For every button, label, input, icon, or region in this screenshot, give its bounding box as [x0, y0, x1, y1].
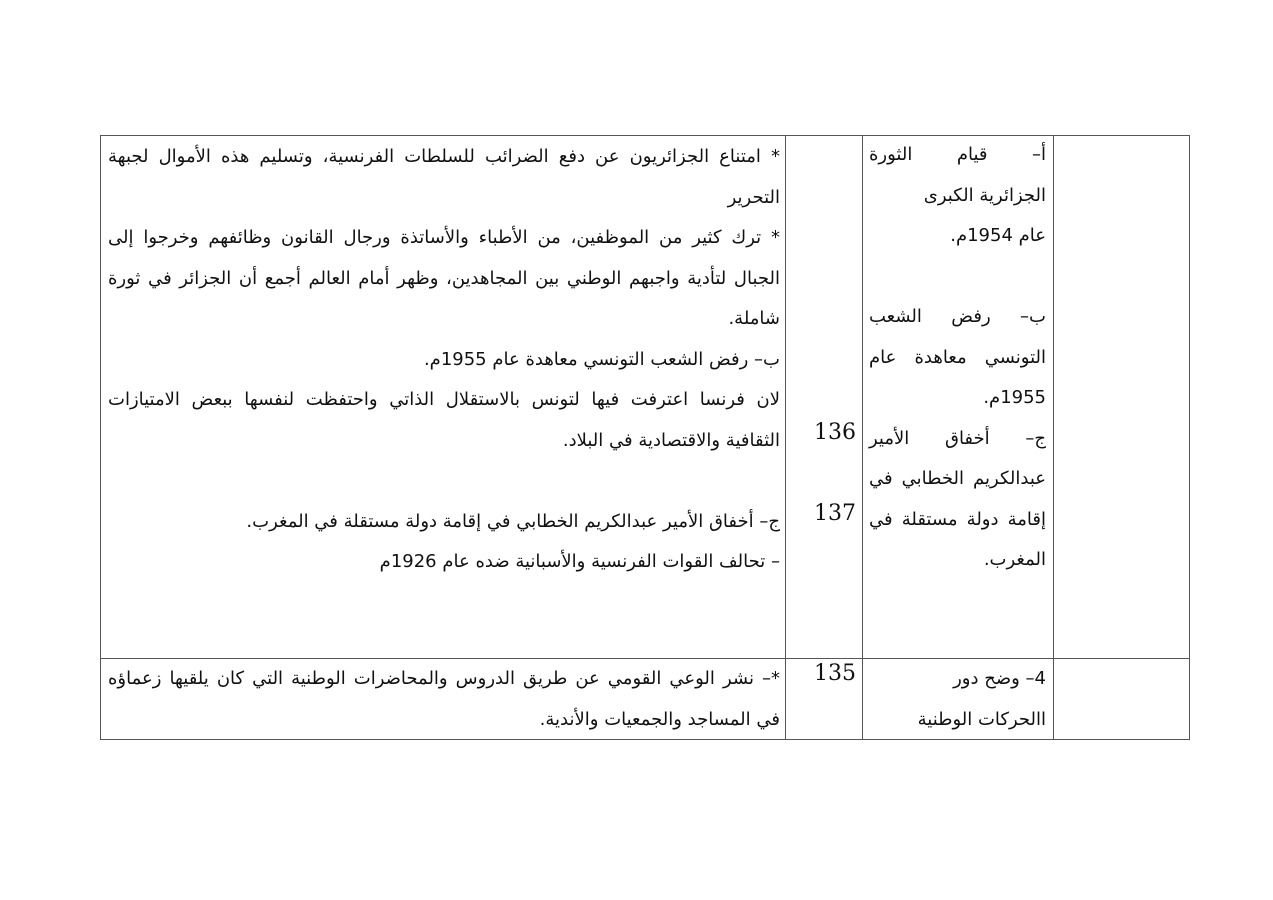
answer-line: [108, 461, 780, 502]
question-line: 1955م.: [983, 387, 1046, 408]
question-line: أ– قيام الثورة: [869, 144, 1046, 165]
answer-line: لان فرنسا اعترفت فيها لتونس بالاستقلال الذاتي واحتفظت لنفسها ببعض الامتيازات: [108, 389, 780, 410]
question-a: [869, 135, 1046, 257]
answer-line: في المساجد والجمعيات والأندية.: [539, 708, 780, 730]
answer-line: *– نشر الوعي القومي عن طريق الدروس والمحاضرات الوطنية التي كان يلقيها زعماؤه: [108, 668, 780, 689]
question-line: المغرب.: [983, 549, 1046, 570]
question-cell: [869, 659, 1046, 740]
answer-line: ج– أخفاق الأمير عبدالكريم الخطابي في إقامة دولة مستقلة في المغرب.: [246, 510, 780, 532]
answer-line: الجبال لتأدية واجبهم الوطني بين المجاهدين، وظهر أمام العالم أجمع أن الجزائر في ثورة: [108, 267, 780, 289]
column-divider: [1053, 135, 1054, 740]
answer-line: الثقافية والاقتصادية في البلاد.: [562, 429, 780, 451]
question-line: 4– وضح دور: [953, 668, 1046, 689]
answer-line: * امتناع الجزائريون عن دفع الضرائب للسلطات الفرنسية، وتسليم هذه الأموال لجبهة: [108, 146, 780, 167]
answer-line: – تحالف القوات الفرنسية والأسبانية ضده عام 1926م: [379, 551, 780, 572]
answer-line: التحرير: [727, 186, 780, 208]
question-line: ب– رفض الشعب: [869, 306, 1046, 327]
answer-line: شاملة.: [728, 308, 780, 329]
page-number: 135: [814, 661, 856, 686]
answer-cell: [108, 659, 780, 740]
page-number: 137: [814, 501, 856, 526]
question-line: عام 1954م.: [950, 225, 1046, 246]
answer-line: * ترك كثير من الموظفين، من الأطباء والأساتذة ورجال القانون وظائفهم وخرجوا إلى: [108, 227, 780, 248]
question-b: [869, 297, 1046, 419]
question-line: عبدالكريم الخطابي في: [869, 468, 1046, 489]
page-number: 136: [814, 420, 856, 445]
question-line: االحركات الوطنية: [917, 708, 1046, 730]
question-line: التونسي معاهدة عام: [869, 346, 1046, 368]
answer-line: ب– رفض الشعب التونسي معاهدة عام 1955م.: [423, 348, 780, 370]
question-cell: [869, 135, 1046, 581]
column-divider: [785, 135, 786, 740]
question-line: إقامة دولة مستقلة في: [869, 508, 1046, 530]
answer-cell: [108, 137, 780, 583]
question-line: الجزائرية الكبرى: [923, 184, 1046, 206]
question-c: [869, 419, 1046, 581]
table-left-border: [100, 135, 101, 740]
question-line: ج– أخفاق الأمير: [869, 427, 1046, 449]
table-right-border: [1189, 135, 1190, 740]
